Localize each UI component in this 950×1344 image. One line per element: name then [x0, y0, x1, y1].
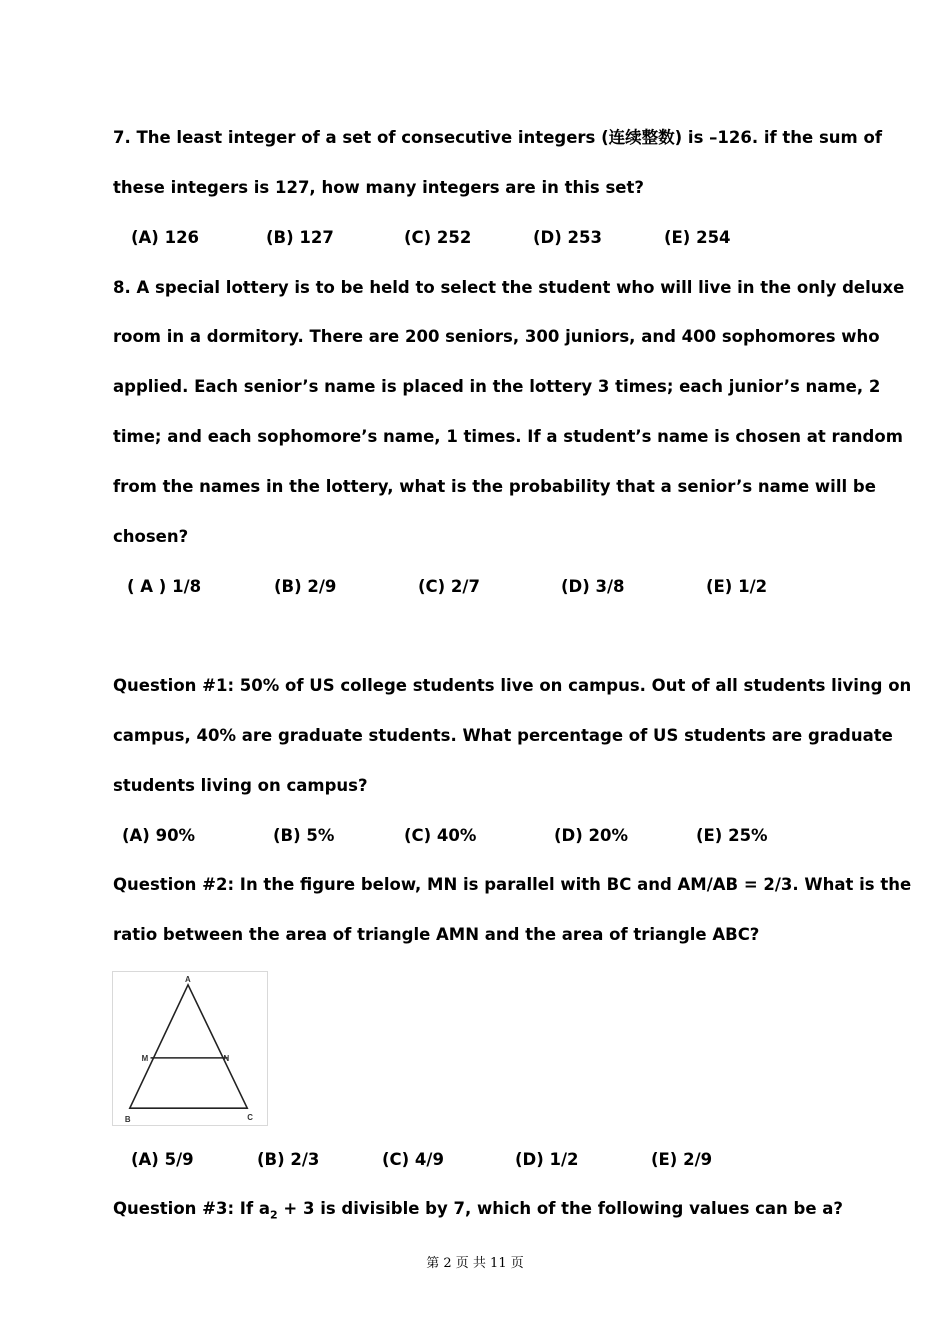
- q7-option-d: (D) 253: [533, 228, 602, 247]
- q8-option-e: (E) 1/2: [706, 577, 768, 596]
- qn1-option-c: (C) 40%: [404, 826, 477, 845]
- q8-line-2: room in a dormitory. There are 200 seniors, 300 juniors, and 400 sophomores who: [113, 327, 880, 346]
- q7-option-c: (C) 252: [404, 228, 472, 247]
- q7-option-e: (E) 254: [664, 228, 731, 247]
- label-m: M: [141, 1053, 149, 1063]
- qn3-line-1: [113, 1199, 843, 1225]
- qn2-option-c: (C) 4/9: [382, 1150, 444, 1169]
- qn3-prefix: Question #3: If a: [113, 1199, 270, 1218]
- qn1-option-d: (D) 20%: [554, 826, 629, 845]
- qn2-option-a: (A) 5/9: [131, 1150, 194, 1169]
- q8-option-d: (D) 3/8: [561, 577, 625, 596]
- triangle-figure: [112, 971, 268, 1126]
- qn2-line-1: Question #2: In the figure below, MN is parallel with BC and AM/AB = 2/3. What is the: [113, 875, 912, 894]
- qn1-line-2: campus, 40% are graduate students. What percentage of US students are graduate: [113, 726, 893, 745]
- qn2-options: [0, 1150, 950, 1172]
- qn2-option-d: (D) 1/2: [515, 1150, 579, 1169]
- q8-line-5: from the names in the lottery, what is the probability that a senior’s name will be: [113, 477, 876, 496]
- label-c: C: [247, 1113, 253, 1123]
- qn3-subscript: 2: [270, 1208, 278, 1222]
- page-footer: 第 2 页 共 11 页: [426, 1256, 524, 1271]
- qn1-option-a: (A) 90%: [122, 826, 196, 845]
- q8-option-a: ( A ) 1/8: [127, 577, 202, 596]
- q7-option-a: (A) 126: [131, 228, 200, 247]
- qn1-line-1: Question #1: 50% of US college students live on campus. Out of all students living on: [113, 676, 912, 695]
- q8-option-b: (B) 2/9: [274, 577, 337, 596]
- qn2-option-e: (E) 2/9: [651, 1150, 713, 1169]
- q8-option-c: (C) 2/7: [418, 577, 480, 596]
- q7-line-2: these integers is 127, how many integers are in this set?: [113, 178, 644, 197]
- q8-line-4: time; and each sophomore’s name, 1 times. If a student’s name is chosen at random: [113, 427, 903, 446]
- label-n: N: [223, 1053, 230, 1063]
- qn1-option-e: (E) 25%: [696, 826, 768, 845]
- q8-line-1: 8. A special lottery is to be held to select the student who will live in the only deluxe: [113, 278, 905, 297]
- label-a: A: [185, 974, 191, 984]
- qn1-options: [0, 826, 950, 848]
- qn1-option-b: (B) 5%: [273, 826, 335, 845]
- q7-line-1: 7. The least integer of a set of consecutive integers (连续整数) is –126. if the sum of: [113, 128, 883, 147]
- qn2-line-2: ratio between the area of triangle AMN and the area of triangle ABC?: [113, 925, 760, 944]
- q7-option-b: (B) 127: [266, 228, 334, 247]
- q8-options: [0, 577, 950, 599]
- label-b: B: [124, 1115, 131, 1125]
- q8-line-3: applied. Each senior’s name is placed in the lottery 3 times; each junior’s name, 2: [113, 377, 881, 396]
- triangle-abc: [130, 985, 247, 1108]
- q8-line-6: chosen?: [113, 527, 189, 546]
- q7-options: [0, 228, 950, 250]
- qn2-option-b: (B) 2/3: [257, 1150, 320, 1169]
- qn1-line-3: students living on campus?: [113, 776, 368, 795]
- qn3-suffix: + 3 is divisible by 7, which of the following values can be a?: [277, 1199, 843, 1218]
